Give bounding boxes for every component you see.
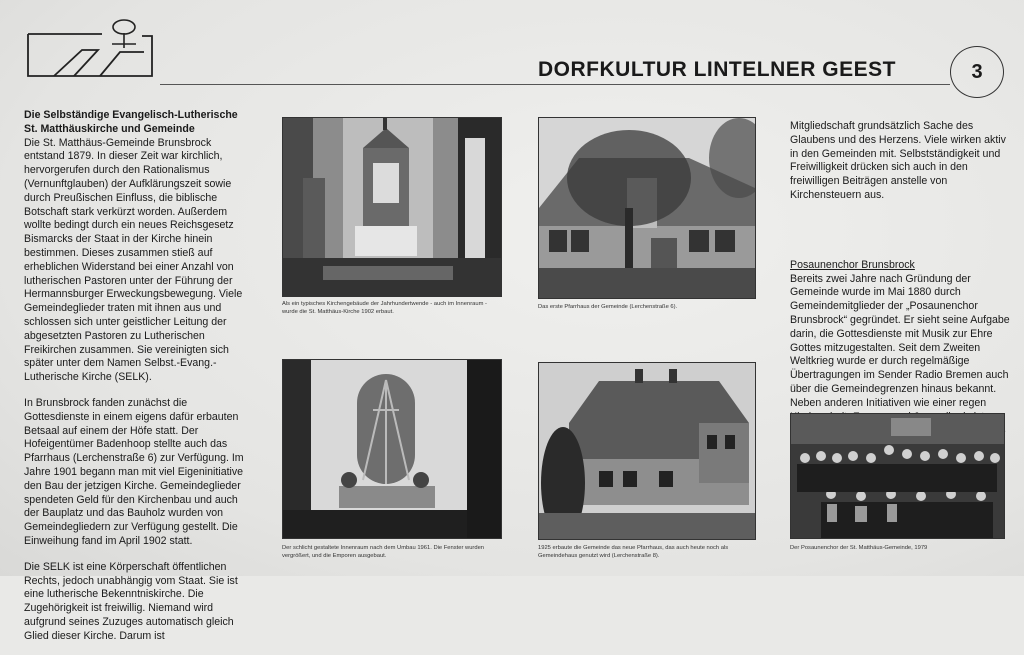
new-parsonage-photo	[538, 362, 756, 540]
brass-choir-caption: Der Posaunenchor der St. Matthäus-Gemeinde, 1979	[790, 545, 928, 551]
selk-paragraph: Die SELK ist eine Körperschaft öffentlichen Rechts, jedoch unabhängig vom Staat. Sie ist eine lutherische Bekenntniskirche. Die Zugehörigkeit ist freiwillig. Niemand wird aufgrund seines Zuzuges automatisch gleich Glied dieser Kirche. Darum ist	[24, 560, 238, 642]
brass-choir-photo	[790, 413, 1005, 539]
page-title: DORFKULTUR LINTELNER GEEST	[538, 58, 896, 81]
church-interior-photo	[282, 117, 502, 297]
page-number-badge	[950, 46, 1004, 98]
church-building-paragraph: In Brunsbrock fanden zunächst die Gottesdienste in einem eigens dafür erbauten Betsaal auf einem der Höfe statt. Der Hofeigentümer Badenhoop stellte auch das Pfarrhaus (Lerchenstraße 6) zur Verfügung. Im Jahre 1901 begann man mit viel Eigeninitiative den Bau der jetzigen Kirche. Gemeindeglieder spendeten Geld für den Kirchenbau und auch der Bauplatz und das Bauholz wurden von Gemeindegliedern zur Verfügung gestellt. Die Einweihung fand im April 1902 statt.	[24, 396, 244, 547]
brass-choir-paragraph: Bereits zwei Jahre nach Gründung der Gemeinde wurde im Mai 1880 durch Gemeindemitglieder der „Posaunenchor Brunsbrock“ gegründet. Er sieht seine Aufgabe darin, die Gottesdienste mit Musik zur Ehre Gottes mitzugestalten. Seit dem Zweiten Weltkrieg wurde er durch regelmäßige Übertragungen im Sender Radio Bremen auch über die Gemeindegrenzen hinaus bekannt. Neben anderen Initiativen wie einer regen	[790, 272, 1010, 409]
renovated-interior-caption: Der schlicht gestaltete Innenraum nach dem Umbau 1961. Die Fenster wurden vergrößert, und die Emporen ausgebaut.	[282, 545, 485, 559]
renovated-interior-photo	[282, 359, 502, 539]
church-interior-caption: Als ein typisches Kirchengebäude der Jahrhundertwende - auch im Innenraum - wurde die St. Matthäus-Kirche 1902 erbaut.	[282, 301, 487, 315]
first-parsonage-caption: Das erste Pfarrhaus der Gemeinde (Lerchenstraße 6).	[538, 304, 678, 310]
header-rule	[160, 84, 950, 85]
new-parsonage-caption: 1925 erbaute die Gemeinde das neue Pfarrhaus, das auch heute noch als Gemeindehaus genutzt wird (Lerchenstraße 8).	[538, 545, 729, 559]
church-heading: Die Selbständige Evangelisch-Lutherische St. Matthäuskirche und Gemeinde	[24, 109, 238, 135]
church-history-paragraph: Die St. Matthäus-Gemeinde Brunsbrock entstand 1879. In dieser Zeit war kirchlich, hervorgerufen durch den Rationalismus (Vernunftglauben) der Aufklärungszeit sowie durch Preußischen Einfluss, die biblische Botschaft stark verkürzt worden. Außerdem wollte bedingt durch ein neues Reichsgesetz Bismarcks der Staat in der Kirche hinein bestimmen. Dieses zusammen stieß auf erheblichen Widerstand bei einer Anzahl von lutherischen Pastoren unter der Führung der Hermannsburger Erweckungsbewegung. Viele Gemeindeglieder traten mit ihnen aus und schlossen sich unter geistlicher Leitung der abgesetzten Pastoren zu Lutherischen Freikirchen zusammen. Sie vereinigten sich später unter dem Namen Selbst.-Evang.-Lutherische Kirche (SELK).	[24, 136, 243, 384]
church-history-column	[24, 109, 246, 655]
village-logo	[24, 18, 154, 80]
first-parsonage-photo	[538, 117, 756, 299]
page-number: 3	[971, 60, 983, 83]
membership-paragraph: Mitgliedschaft grundsätzlich Sache des Glaubens und des Herzens. Viele wirken aktiv in den Gemeinden mit. Selbstständigkeit und Freiwilligkeit drücken sich auch in den freiwilligen Beiträgen anstelle von Kirchensteuern aus.	[790, 120, 1006, 201]
brass-choir-heading: Posaunenchor Brunsbrock	[790, 258, 915, 271]
